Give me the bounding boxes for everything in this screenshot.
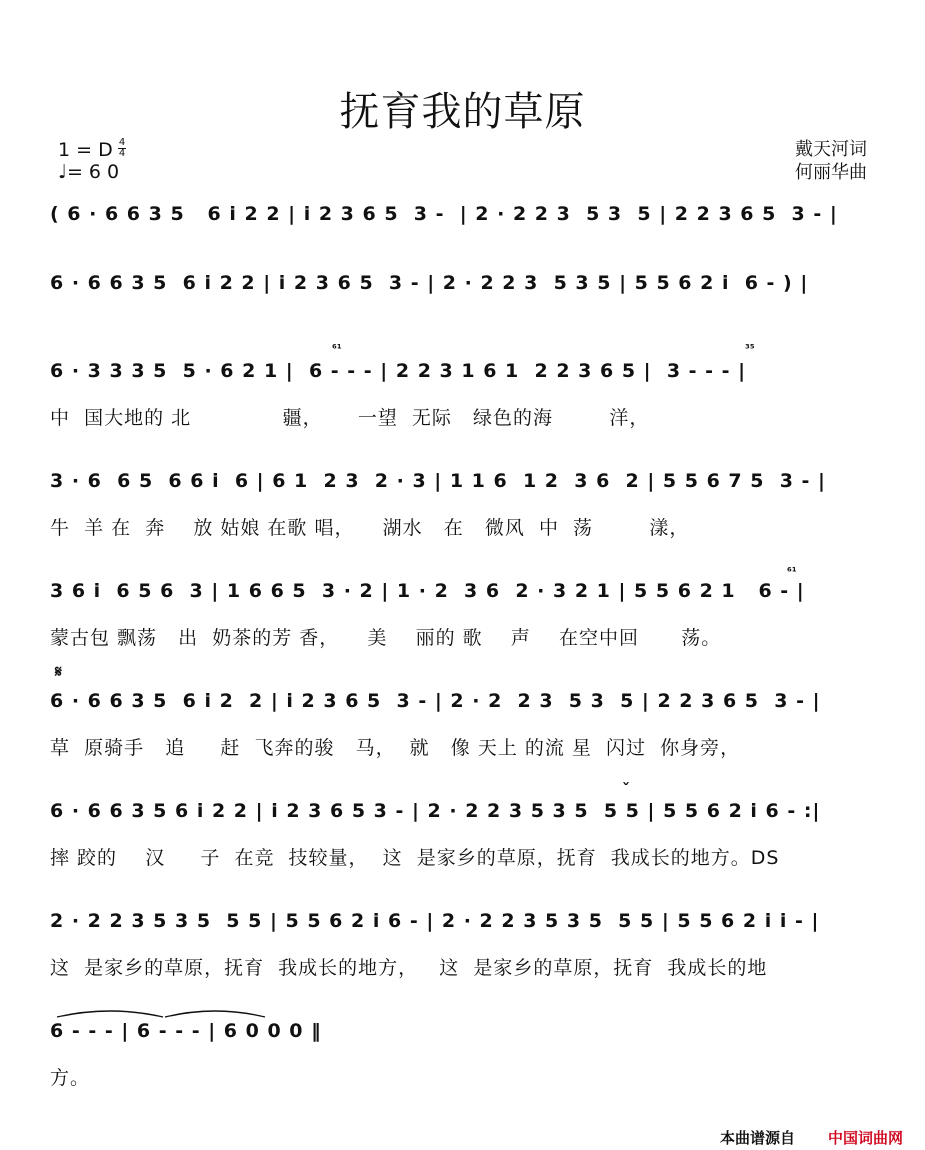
lyrics-line-8: 这 是家乡的草原，抚育 我成长的地方， 这 是家乡的草原，抚育 我成长的地 [50, 957, 768, 979]
tie-arcs [55, 1005, 275, 1019]
lyrics-line-3: 中 国大地的 北 疆， 一望 无际 绿色的海 洋， [50, 407, 650, 429]
notation-line-4: 3 · 6 6 5 6 6 i 6 | 6 1 2 3 2 · 3 | 1 1 6 1 2 3 6 2 | 5 5 6 7 5 3 - | [50, 470, 826, 492]
lyrics-line-5: 蒙古包 飘荡 出 奶茶的芳 香， 美 丽的 歌 声 在空中回 荡。 [50, 627, 722, 649]
lyrics-line-4: 牛 羊 在 奔 放 姑娘 在歌 唱， 湖水 在 微风 中 荡 漾， [50, 517, 690, 539]
composer: 何丽华曲 [795, 162, 867, 183]
notation-line-6: 6 · 6 6 3 5 6 i 2 2 | i 2 3 6 5 3 - | 2 · 2 2 3 5 3 5 | 2 2 3 6 5 3 - | [50, 690, 821, 712]
lyricist: 戴天河词 [795, 139, 867, 160]
key-signature: 1 = D [58, 139, 113, 161]
credits [795, 138, 867, 184]
grace-note-61b: ⁶¹ [787, 565, 797, 578]
notation-line-1: ( 6 · 6 6 3 5 6 i 2 2 | i 2 3 6 5 3 - | 2 · 2 2 3 5 3 5 | 2 2 3 6 5 3 - | [50, 203, 838, 225]
tie-arc-1 [57, 1011, 163, 1017]
footer-site-link[interactable]: 中国词曲网 [828, 1129, 904, 1147]
notation-line-7: 6 · 6 6 3 5 6 i 2 2 | i 2 3 6 5 3 - | 2 · 2 2 3 5 3 5 5 5 | 5 5 6 2 i 6 - :| [50, 800, 821, 822]
grace-note-35: ³⁵ [745, 342, 755, 355]
time-signature [118, 138, 126, 159]
segno-icon: 𝄋 [55, 662, 62, 681]
notation-line-8: 2 · 2 2 3 5 3 5 5 5 | 5 5 6 2 i 6 - | 2 · 2 2 3 5 3 5 5 5 | 5 5 6 2 i i - | [50, 910, 820, 932]
time-denominator: 4 [118, 148, 126, 159]
notation-line-2: 6 · 6 6 3 5 6 i 2 2 | i 2 3 6 5 3 - | 2 · 2 2 3 5 3 5 | 5 5 6 2 i 6 - ) | [50, 272, 809, 294]
breath-mark-icon: ˇ [622, 780, 630, 799]
tempo-marking: ♩= 6 0 [58, 161, 120, 183]
notation-line-9: 6 - - - | 6 - - - | 6 0 0 0 ‖ [50, 1020, 322, 1042]
footer-source: 本曲谱源自 [720, 1129, 796, 1147]
notation-line-5: 3 6 i 6 5 6 3 | 1 6 6 5 3 · 2 | 1 · 2 3 6 2 · 3 2 1 | 5 5 6 2 1 6 - | [50, 580, 805, 602]
time-numerator: 4 [118, 137, 126, 148]
lyrics-line-6: 草 原骑手 追 赶 飞奔的骏 马， 就 像 天上 的流 星 闪过 你身旁， [50, 737, 741, 759]
grace-note-61: ⁶¹ [332, 342, 342, 355]
notation-line-3: 6 · 3 3 3 5 5 · 6 2 1 | 6 - - - | 2 2 3 1 6 1 2 2 3 6 5 | 3 - - - | [50, 360, 747, 382]
tie-arc-2 [165, 1011, 265, 1017]
song-title: 抚育我的草原 [339, 89, 586, 135]
lyrics-line-7: 摔 跤的 汉 子 在竞 技较量， 这 是家乡的草原，抚育 我成长的地方。DS [50, 847, 780, 869]
lyrics-line-9: 方。 [50, 1067, 91, 1089]
